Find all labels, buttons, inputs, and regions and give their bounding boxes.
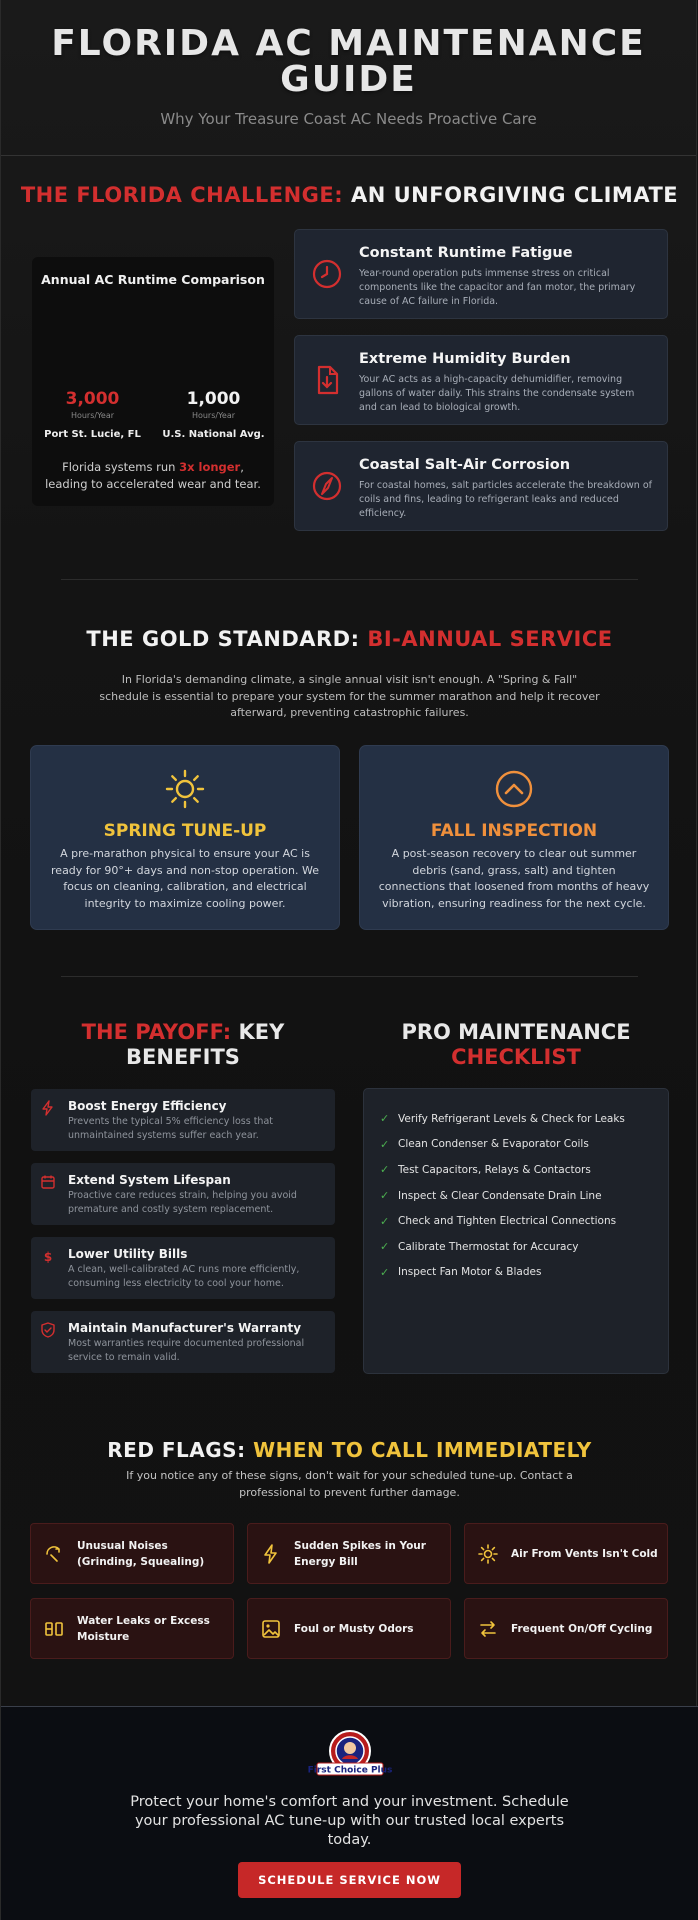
flag-unusual-noises [30,1523,234,1584]
checklist-item-label: Check and Tighten Electrical Connections [398,1215,617,1228]
runtime-note-highlight: 3x longer [179,460,241,474]
gold-intro: In Florida's demanding climate, a single annual visit isn't enough. A "Spring & Fall" schedule is essential to prepare your system for the summer marathon and help it recover afterward, preventing catastrophic failures. [99,673,600,719]
service-desc: A post-season recovery to clear out summer debris (sand, grass, salt) and tighten connections that loosened from months of heavy vibration, ensuring readiness for the next cycle. [378,847,650,910]
check-icon: ✓ [380,1163,390,1177]
company-logo [307,1729,392,1781]
runtime-values [32,389,274,440]
feature-card-humidity [294,335,668,425]
benefit-warranty [31,1311,335,1373]
schedule-service-button[interactable]: SCHEDULE SERVICE NOW [238,1862,461,1898]
water-icon [44,1619,64,1639]
compass-icon [311,470,343,502]
benefit-title: Extend System Lifespan [68,1173,231,1187]
checklist-item [364,1183,668,1209]
runtime-location: U.S. National Avg. [162,429,265,440]
chevron-up-circle-icon [493,768,535,810]
benefit-lifespan [31,1163,335,1225]
flag-not-cold [464,1523,668,1584]
runtime-note-text: Florida systems run [62,460,180,474]
section-divider [61,976,638,977]
gold-title-red: BI-ANNUAL SERVICE [367,627,613,651]
benefit-utility-bills [31,1237,335,1299]
image-icon [261,1619,281,1639]
gold-title-white: THE GOLD STANDARD: [86,627,360,651]
lightning-icon [40,1100,56,1116]
benefit-desc: Proactive care reduces strain, helping you avoid premature and costly system replacement. [68,1190,297,1215]
checklist-item-label: Calibrate Thermostat for Accuracy [398,1240,579,1253]
check-icon: ✓ [380,1112,390,1126]
feature-desc: Your AC acts as a high-capacity dehumidifier, removing gallons of water daily. This strains the condensate system and can lead to biological growth. [359,374,635,413]
checklist-title-white: PRO MAINTENANCE [401,1020,631,1044]
fall-inspection-card [359,745,669,930]
checklist-item-label: Clean Condenser & Evaporator Coils [398,1138,589,1151]
swap-icon [478,1619,498,1639]
feature-title: Coastal Salt-Air Corrosion [359,457,571,473]
challenge-title-white: AN UNFORGIVING CLIMATE [350,183,679,207]
payoff-title-white: KEY BENEFITS [126,1020,285,1069]
benefit-title: Lower Utility Bills [68,1247,188,1261]
feature-title: Extreme Humidity Burden [359,351,571,367]
sun-icon [478,1544,498,1564]
runtime-national [153,389,274,440]
benefit-energy-efficiency [31,1089,335,1151]
runtime-value: 3,000 [65,389,120,409]
service-title: SPRING TUNE-UP [103,821,267,841]
flag-odors [247,1598,451,1659]
benefit-desc: Most warranties require documented professional service to remain valid. [68,1338,305,1363]
check-icon: ✓ [380,1265,390,1279]
check-icon: ✓ [380,1189,390,1203]
red-flags-title [1,1438,698,1462]
check-icon: ✓ [380,1214,390,1228]
dollar-icon [40,1248,56,1264]
red-flags-intro: If you notice any of these signs, don't wait for your scheduled tune-up. Contact a professional to prevent further damage. [126,1469,573,1499]
payoff-title [31,1020,335,1070]
benefit-desc: Prevents the typical 5% efficiency loss that unmaintained systems suffer each year. [68,1116,273,1141]
lightning-icon [261,1544,281,1564]
runtime-unit: Hours/Year [70,411,115,420]
flag-cycling [464,1598,668,1659]
spring-tune-up-card [30,745,340,930]
runtime-note-text: , leading to accelerated wear and tear. [45,460,261,491]
gold-standard-title [1,627,698,651]
noise-icon [44,1544,64,1564]
checklist-item-label: Verify Refrigerant Levels & Check for Leaks [398,1112,625,1125]
runtime-florida [32,389,153,440]
sun-icon [164,768,206,810]
flag-label: Sudden Spikes in Your Energy Bill [294,1539,426,1568]
service-desc: A pre-marathon physical to ensure your AC is ready for 90°+ days and non-stop operation. We focus on cleaning, calibration, and electrical integrity to maximize cooling power. [51,847,319,910]
feature-desc: Year-round operation puts immense stress on critical components like the capacitor and fan motor, the primary cause of AC failure in Florida. [359,268,636,307]
check-icon: ✓ [380,1240,390,1254]
checklist-item [364,1157,668,1183]
challenge-title [1,183,698,207]
clock-icon [311,258,343,290]
svg-text:$: $ [43,1250,53,1264]
payoff-title-red: THE PAYOFF: [81,1020,232,1044]
flag-label: Unusual Noises (Grinding, Squealing) [77,1539,205,1568]
runtime-unit: Hours/Year [191,411,236,420]
flag-energy-spike [247,1523,451,1584]
flag-label: Air From Vents Isn't Cold [511,1547,658,1560]
checklist-title-red: CHECKLIST [451,1045,581,1069]
runtime-card-title: Annual AC Runtime Comparison [41,272,265,287]
feature-card-runtime-fatigue [294,229,668,319]
page-subtitle: Why Your Treasure Coast AC Needs Proactive Care [160,110,537,128]
checklist-item-label: Inspect & Clear Condensate Drain Line [398,1189,602,1202]
maintenance-checklist [363,1088,669,1374]
flag-label: Frequent On/Off Cycling [511,1622,653,1635]
section-divider [61,579,638,580]
feature-desc: For coastal homes, salt particles accelerate the breakdown of coils and fins, leading to refrigerant leaks and reduced efficiency. [359,480,652,519]
checklist-item-label: Test Capacitors, Relays & Contactors [398,1163,591,1176]
benefit-desc: A clean, well-calibrated AC runs more efficiently, consuming less electricity to cool your home. [68,1264,300,1289]
benefit-title: Boost Energy Efficiency [68,1099,227,1113]
flag-label: Water Leaks or Excess Moisture [77,1614,210,1643]
runtime-comparison-card [32,257,274,506]
page-footer [1,1706,698,1920]
checklist-item [364,1132,668,1158]
feature-title: Constant Runtime Fatigue [359,245,573,261]
runtime-note [40,459,266,493]
service-title: FALL INSPECTION [430,821,598,841]
flag-water-leaks [30,1598,234,1659]
feature-card-salt-air [294,441,668,531]
checklist-item [364,1208,668,1234]
calendar-icon [40,1174,56,1190]
file-download-icon [311,364,343,396]
flag-label: Foul or Musty Odors [294,1622,414,1635]
checklist-item-label: Inspect Fan Motor & Blades [398,1266,542,1279]
footer-text: Protect your home's comfort and your investment. Schedule your professional AC tune-up with our trusted local experts today. [130,1794,569,1848]
runtime-location: Port St. Lucie, FL [44,429,141,440]
benefit-title: Maintain Manufacturer's Warranty [68,1321,302,1335]
runtime-value: 1,000 [186,389,241,409]
checklist-item [364,1260,668,1286]
checklist-item [364,1106,668,1132]
page-header [1,0,696,156]
flags-title-yellow: WHEN TO CALL IMMEDIATELY [253,1438,592,1462]
flags-title-white: RED FLAGS: [107,1438,246,1462]
svg-text:First Choice Plus: First Choice Plus [307,1765,392,1776]
shield-check-icon [40,1322,56,1338]
check-icon: ✓ [380,1137,390,1151]
challenge-title-red: THE FLORIDA CHALLENGE: [20,183,344,207]
page-title: FLORIDA AC MAINTENANCE GUIDE [51,23,646,100]
checklist-item [364,1234,668,1260]
checklist-title [363,1020,669,1070]
